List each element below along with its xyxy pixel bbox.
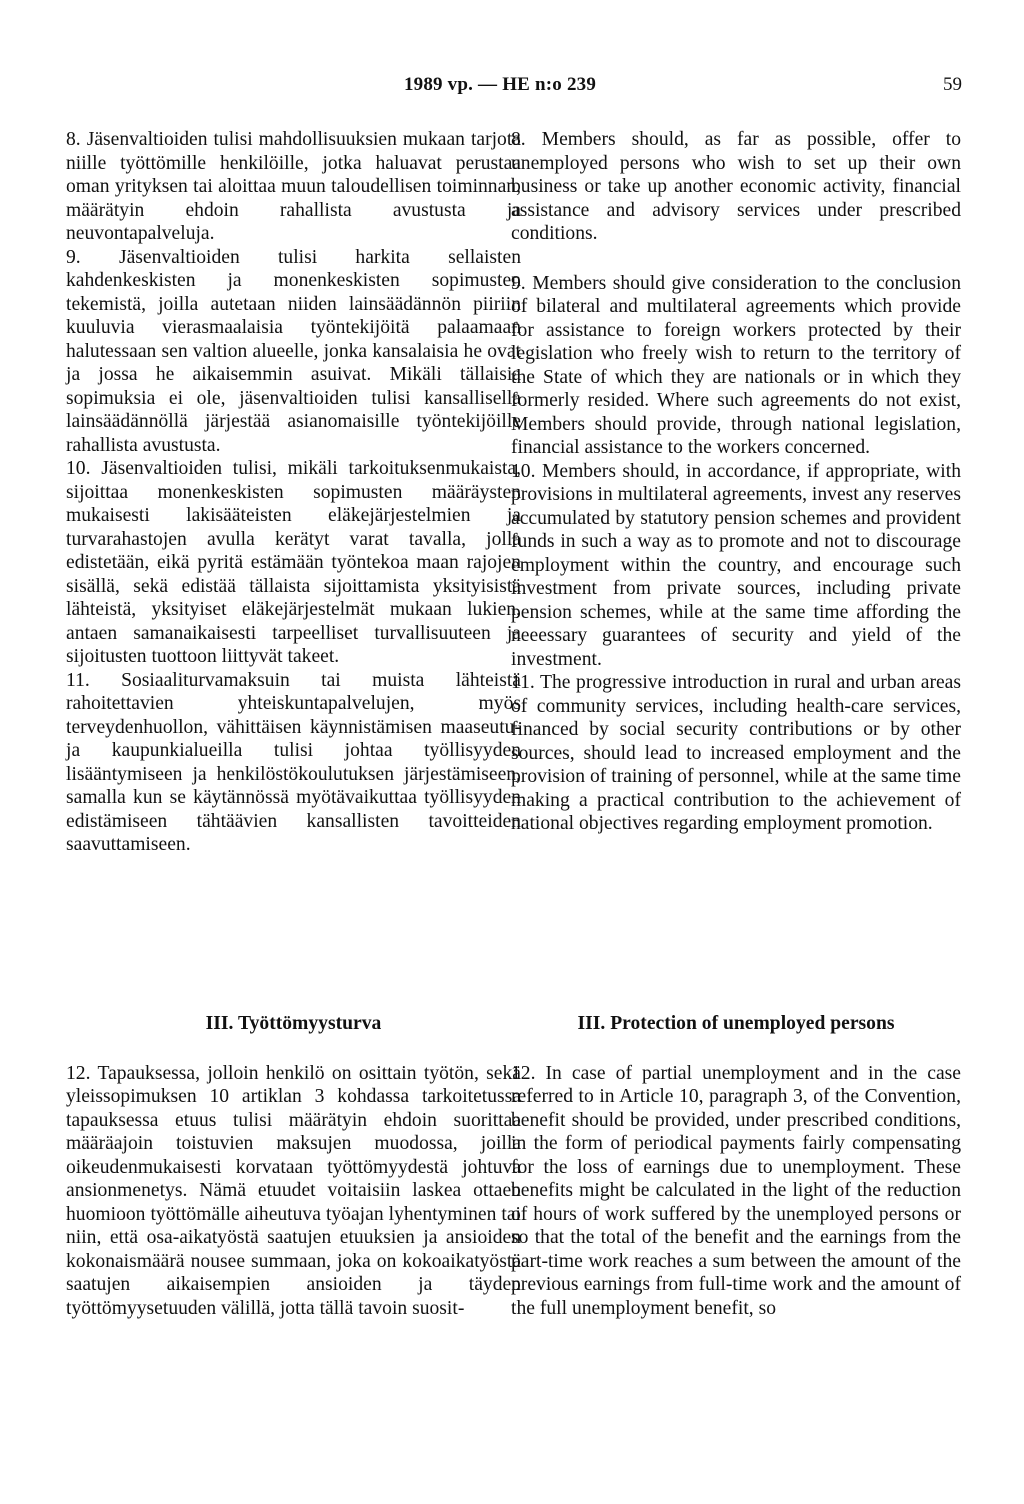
english-section-heading: III. Protection of unemployed persons [577,1013,895,1034]
page-header [0,74,1024,104]
english-paragraph-10: 10. Members should, in accordance, if appropriate, with provisions in multilateral agreements, invest any reserves accumulated by statutory pension schemes and provident funds in such a way as to promote and not to discourage employment within the country, and encourage such investment from private sources, including private pension schemes, while at the same time affording the neeessary guarantees of security and yield of the investment. [511,460,961,670]
finnish-paragraph-11: 11. Sosiaaliturvamaksuin tai muista lähteistä rahoitettavien yhteiskuntapalvelujen, myös terveydenhuollon, vähittäisen käynnistämisen maaseutu- ja kaupunkialueilla tulisi johtaa työllisyyden lisääntymiseen ja henkilöstökoulutuksen järjestämiseen, samalla kun se käytännössä myötävaikuttaa työllisyyden edistämiseen tähtäävien kansallisten tavoitteiden saavuttamiseen. [66,669,521,855]
english-column-top [511,128,961,836]
finnish-paragraph-10: 10. Jäsenvaltioiden tulisi, mikäli tarkoituksenmukaista, sijoittaa monenkeskisten sopimusten määräysten mukaisesti lakisääteisten eläkejärjestelmien ja turvarahastojen avulla kerätyt varat tavalla, jolla edistetään, eikä pyritä estämään työntekoa maan rajojen sisällä, sekä edistää tällaista sijoittamista yksityisistä lähteistä, yksityiset eläkejärjestelmät mukaan lukien, antaen samanaikaisesti tarpeelliset turvallisuuteen ja sijoitusten tuottoon liittyvät takeet. [66,458,521,667]
finnish-section-heading: III. Työttömyysturva [205,1013,382,1034]
paragraph-gap [511,246,961,272]
english-paragraph-8: 8. Members should, as far as possible, offer to unemployed persons who wish to set up their own business or take up another economic activity, financial assistance and advisory services under prescribed conditions. [511,129,961,244]
page-number: 59 [943,74,962,95]
english-column-bottom [511,1012,961,1320]
finnish-paragraph-12: 12. Tapauksessa, jolloin henkilö on osittain työtön, sekä yleissopimuksen 10 artiklan 3 kohdassa tarkoitetussa tapauksessa etuus tulisi määrätyin ehdoin suorittaa määräajoin toistuvien maksujen muodossa, joilla oikeudenmukaisesti korvataan työttömyydestä johtuva ansionmenetys. Nämä etuudet voitaisiin laskea ottaen huomioon työttömälle aiheutuva työajan lyhentyminen tai niin, että osa-aikatyöstä saatujen etuuksien ja ansioiden kokonaismäärä nousee summaan, joka on kokoaikatyöstä saatujen aikaisempien ansioiden ja täyden työttömyysetuuden välillä, jotta tällä tavoin suosit- [66,1062,521,1319]
finnish-column-bottom [66,1012,521,1320]
header-title: 1989 vp. — HE n:o 239 [403,74,597,95]
finnish-column-top [66,128,521,857]
english-paragraph-9: 9. Members should give consideration to the conclusion of bilateral and multilateral agreements which provide for assistance to foreign workers protected by their legislation who freely wish to return to the territory of the State of which they are nationals or in which they formerly resided. Where such agreements do not exist, Members should provide, through national legislation, financial assistance to the workers concerned. [511,272,961,458]
english-paragraph-12: 12. In case of partial unemployment and in the case referred to in Article 10, paragraph 3, of the Convention, benefit should be provided, under prescribed conditions, in the form of periodical payments fairly compensating for the loss of earnings due to unemployment. These benefits might be calculated in the light of the reduction of hours of work suffered by the unemployed persons or so that the total of the benefit and the earnings from the part-time work reaches a sum between the amount of the previous earnings from full-time work and the amount of the full unemployment benefit, so [511,1062,961,1319]
finnish-paragraph-9: 9. Jäsenvaltioiden tulisi harkita sellaisten kahdenkeskisten ja monenkeskisten sopimusten tekemistä, joilla autetaan niiden lainsäädännön piiriin kuuluvia vierasmaalaisia työntekijöitä palaamaan halutessaan sen valtion alueelle, jonka kansalaisia he ovat ja jossa he aikaisemmin asuivat. Mikäli tällaisia sopimuksia ei ole, jäsenvaltioiden tulisi kansallisella lainsäädännöllä järjestää asianomaisille työntekijöille rahallista avustusta. [66,246,521,456]
english-paragraph-11: 11. The progressive introduction in rural and urban areas of community services, including health-care services, financed by social security contributions or by other sources, should lead to increased employment and the provision of training of personnel, while at the same time making a practical contribution to the achievement of national objectives regarding employment promotion. [511,672,961,834]
finnish-paragraph-8: 8. Jäsenvaltioiden tulisi mahdollisuuksien mukaan tarjota niille työttömille henkilöille, jotka haluavat perustaa oman yrityksen tai aloittaa muun taloudellisen toiminnan, määrätyin ehdoin rahallista avustusta ja neuvontapalveluja. [66,129,521,244]
